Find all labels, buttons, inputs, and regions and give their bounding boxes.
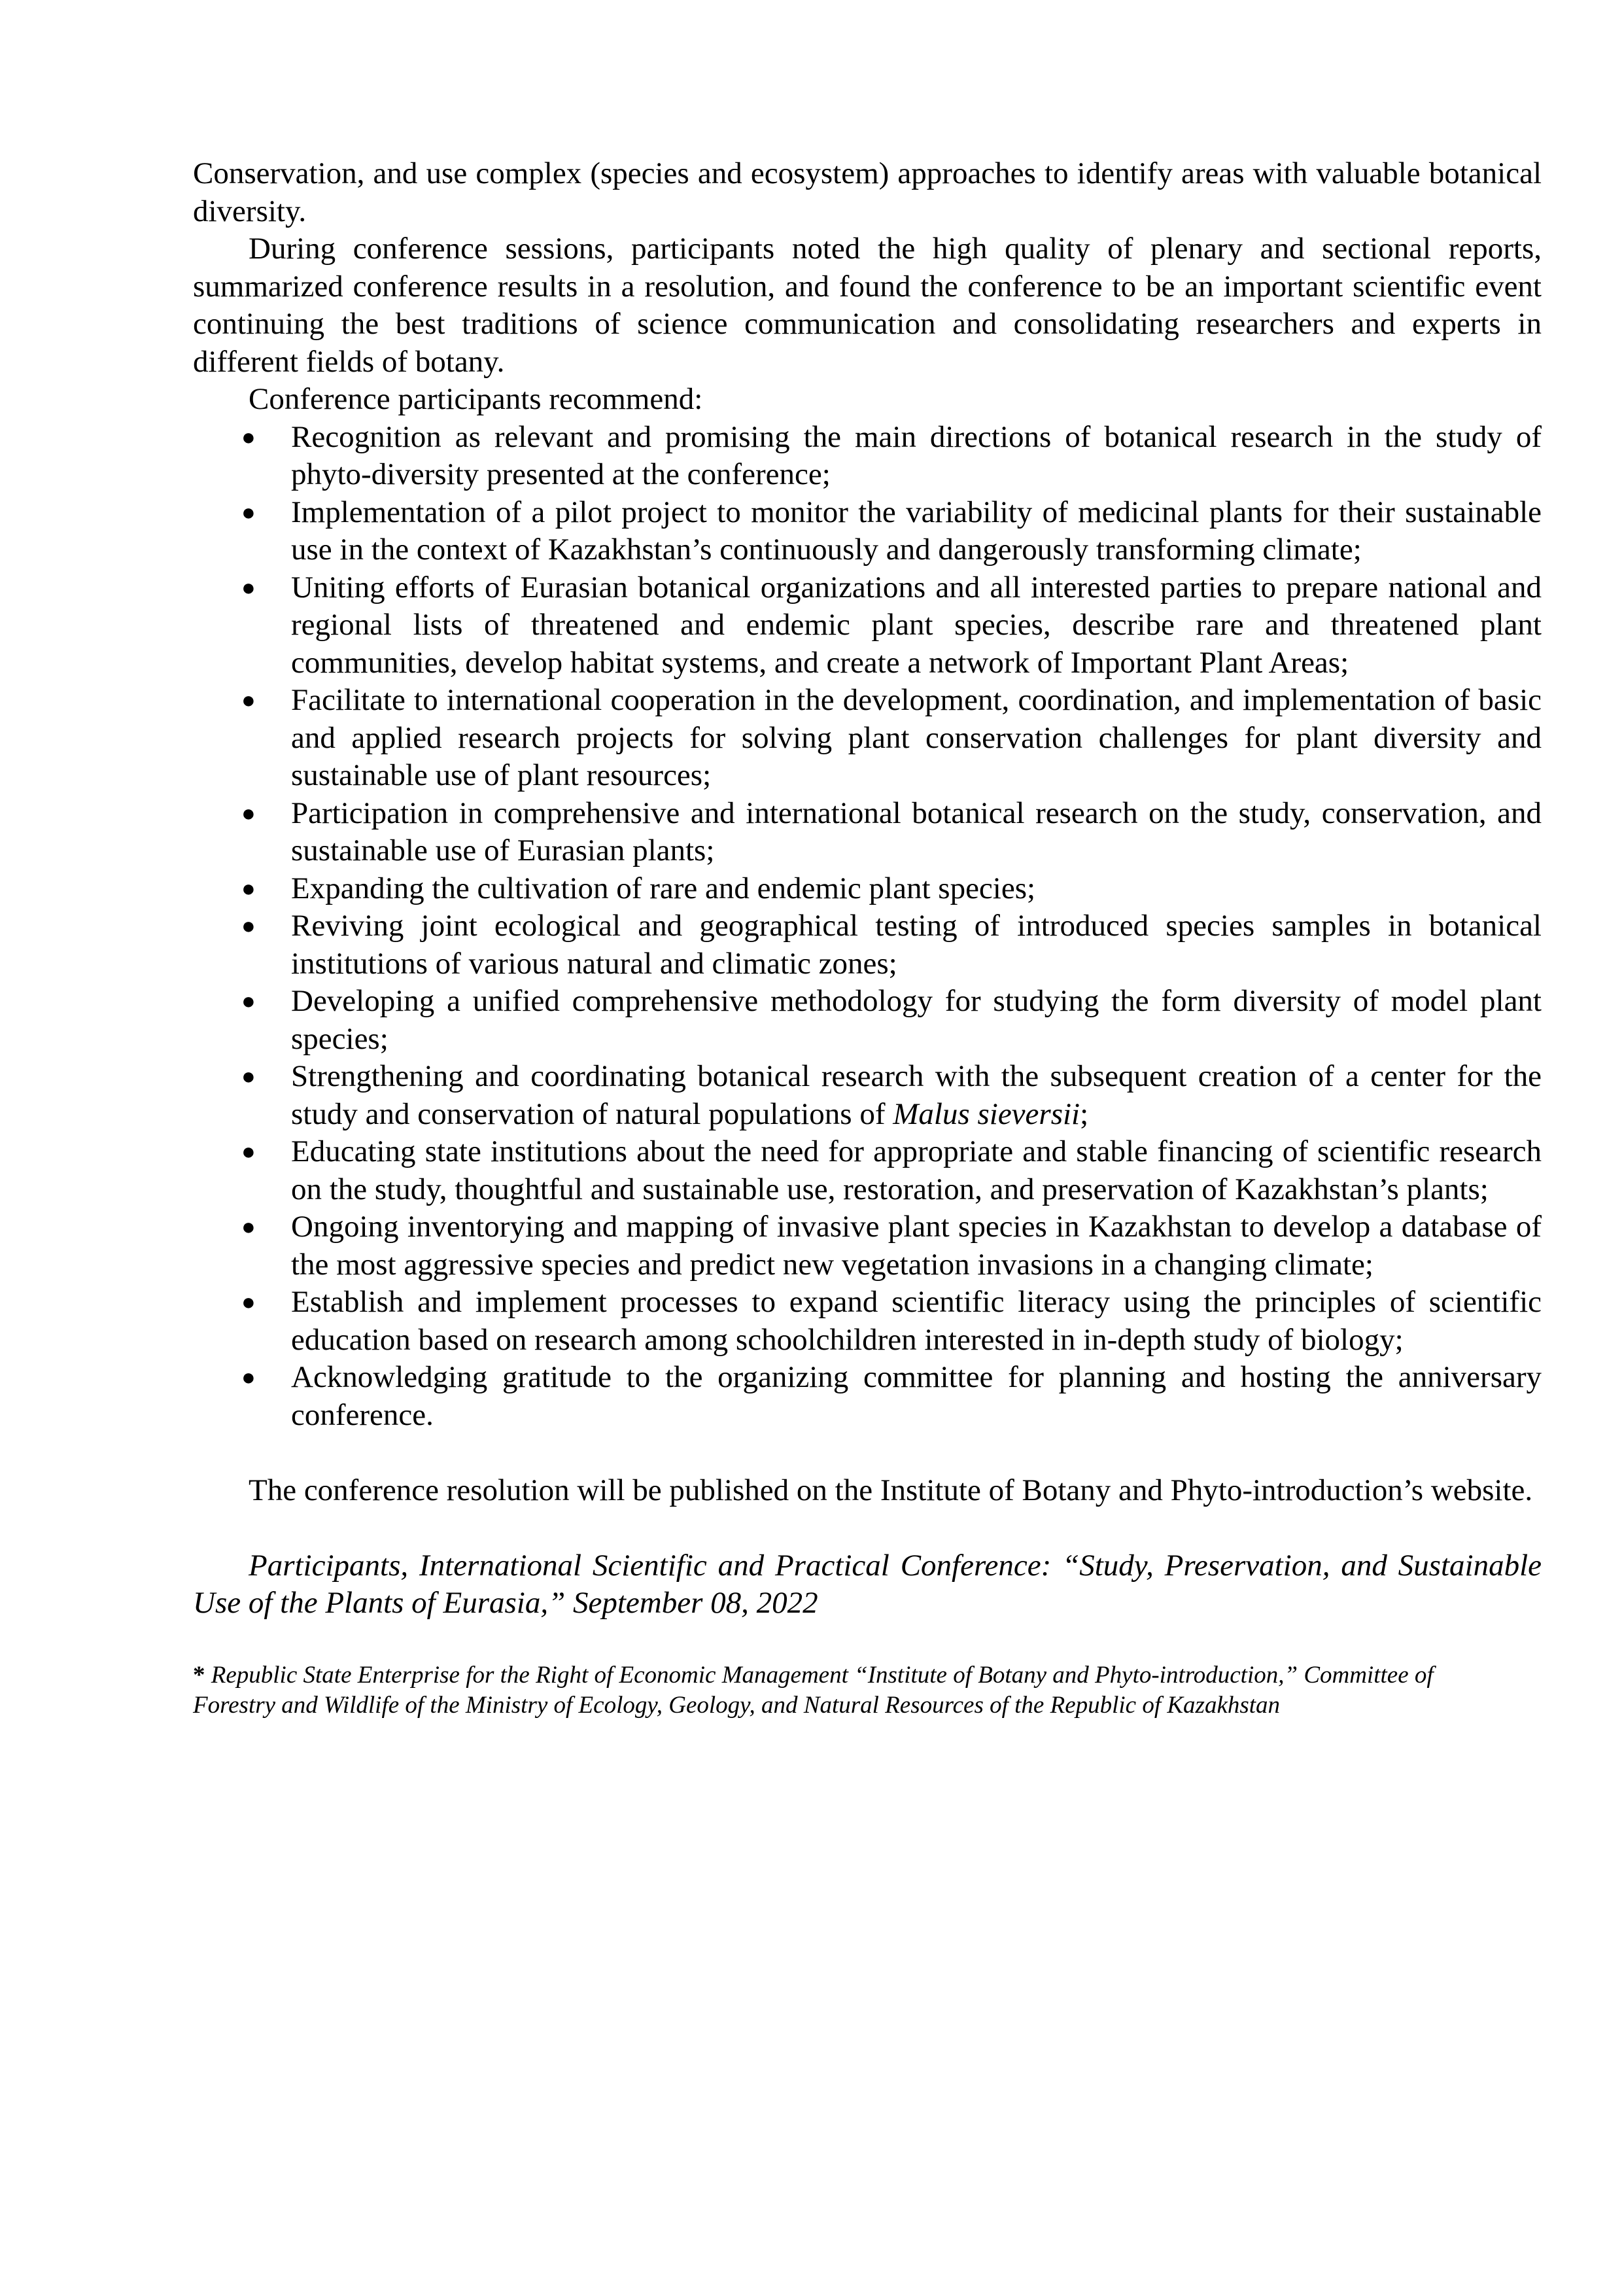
bullet-icon: ● xyxy=(241,875,256,902)
recommendation-text-end: ; xyxy=(1080,1096,1089,1131)
list-item xyxy=(193,983,1542,1058)
bullet-icon: ● xyxy=(241,1138,256,1165)
document-page xyxy=(193,155,1542,1745)
recommendation-text: Facilitate to international cooperation in the development, coordination, and implementation of basic and applied research projects for solving plant conservation challenges for plant diversity and sustainable use of plant resources; xyxy=(291,683,1542,792)
signature-block: Participants, International Scientific and Practical Conference: “Study, Preservation, and Sustainable Use of the Plants of Eurasia,” September 08, 2022 xyxy=(193,1548,1542,1620)
bullet-icon: ● xyxy=(241,499,256,525)
recommendation-text xyxy=(291,1059,1542,1131)
list-item xyxy=(193,569,1542,682)
list-item xyxy=(193,1208,1542,1284)
recommendation-text-start: Strengthening and coordinating botanical research with the subsequent creation of a center for the study and conservation of natural populations of xyxy=(291,1059,1542,1131)
bullet-icon: ● xyxy=(241,1063,256,1089)
list-item xyxy=(193,1284,1542,1359)
bullet-icon: ● xyxy=(241,423,256,450)
list-item xyxy=(193,1359,1542,1434)
bullet-icon: ● xyxy=(241,574,256,601)
bullet-icon: ● xyxy=(241,799,256,826)
recommendation-text: Acknowledging gratitude to the organizing committee for planning and hosting the anniversary conference. xyxy=(291,1360,1542,1432)
list-item xyxy=(193,870,1542,908)
recommendation-text: Establish and implement processes to expand scientific literacy using the principles of scientific education based on research among schoolchildren interested in in-depth study of biology; xyxy=(291,1285,1542,1357)
bullet-icon: ● xyxy=(241,1214,256,1240)
recommendation-text: Reviving joint ecological and geographical testing of introduced species samples in botanical institutions of various natural and climatic zones; xyxy=(291,909,1542,981)
recommendation-text: Recognition as relevant and promising the main directions of botanical research in the study of phyto-diversity presented at the conference; xyxy=(291,419,1542,491)
list-item xyxy=(193,682,1542,795)
list-item xyxy=(193,494,1542,569)
closing-paragraph: The conference resolution will be published on the Institute of Botany and Phyto-introduction’s website. xyxy=(249,1473,1533,1507)
recommendation-text: Developing a unified comprehensive methodology for studying the form diversity of model plant species; xyxy=(291,984,1542,1056)
species-name: Malus sieversii xyxy=(893,1096,1080,1131)
bullet-icon: ● xyxy=(241,1289,256,1315)
recommendation-text: Implementation of a pilot project to monitor the variability of medicinal plants for their sustainable use in the context of Kazakhstan’s continuously and dangerously transforming climate; xyxy=(291,495,1542,567)
footnote-text: Republic State Enterprise for the Right of Economic Management “Institute of Botany and Phyto-introduction,” Committee of Forestry and Wildlife of the Ministry of Ecology, Geology, and Natural Resources of the Republic of Kazakhstan xyxy=(193,1661,1434,1719)
recommendations-list xyxy=(193,419,1542,1435)
list-item xyxy=(193,907,1542,983)
list-item xyxy=(193,419,1542,494)
recommendation-text: Expanding the cultivation of rare and endemic plant species; xyxy=(291,871,1036,905)
recommendation-text: Uniting efforts of Eurasian botanical organizations and all interested parties to prepare national and regional lists of threatened and endemic plant species, describe rare and threatened plant communities, develop habitat systems, and create a network of Important Plant Areas; xyxy=(291,570,1542,680)
bullet-icon: ● xyxy=(241,687,256,713)
recommendation-text: Ongoing inventorying and mapping of invasive plant species in Kazakhstan to develop a database of the most aggressive species and predict new vegetation invasions in a changing climate; xyxy=(291,1210,1542,1282)
intro-paragraph-sessions: During conference sessions, participants noted the high quality of plenary and sectional reports, summarized conference results in a resolution, and found the conference to be an important scientific event continuing the best traditions of science communication and consolidating researchers and experts in different fields of botany. xyxy=(193,232,1542,379)
recommendation-text: Participation in comprehensive and international botanical research on the study, conservation, and sustainable use of Eurasian plants; xyxy=(291,796,1542,867)
bullet-icon: ● xyxy=(241,1364,256,1390)
intro-paragraph-continuation: Conservation, and use complex (species and ecosystem) approaches to identify areas with valuable botanical diversity. xyxy=(193,156,1542,228)
footnote-mark: * xyxy=(193,1661,205,1689)
bullet-icon: ● xyxy=(241,913,256,939)
recommend-heading: Conference participants recommend: xyxy=(249,382,703,416)
list-item xyxy=(193,795,1542,870)
footnote xyxy=(193,1660,1449,1721)
bullet-icon: ● xyxy=(241,988,256,1014)
recommendation-text: Educating state institutions about the need for appropriate and stable financing of scientific research on the study, thoughtful and sustainable use, restoration, and preservation of Kazakhstan’s plants; xyxy=(291,1134,1542,1206)
list-item xyxy=(193,1133,1542,1208)
list-item xyxy=(193,1058,1542,1133)
